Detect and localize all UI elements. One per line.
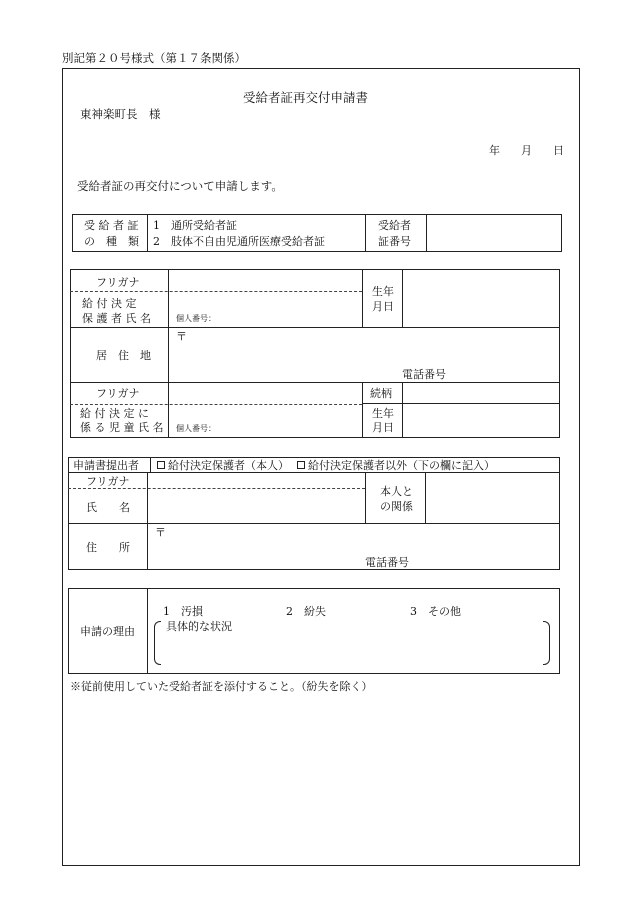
intro-text: 受給者証の再交付について申請します。 — [77, 179, 283, 193]
type-option-1[interactable]: 1 通所受給者証 — [153, 219, 237, 232]
guardian-name-label-2: 保 護 者 氏 名 — [82, 312, 151, 325]
child-birth-label-1: 生年 — [372, 407, 394, 420]
date-day: 日 — [553, 144, 564, 157]
reason-detail-field[interactable] — [162, 634, 540, 664]
child-name-label-2: 係 る 児 童 氏 名 — [80, 421, 164, 434]
submitter-relation-field[interactable] — [426, 473, 559, 522]
child-birthdate-field[interactable] — [403, 404, 559, 437]
form-title: 受給者証再交付申請書 — [243, 90, 369, 105]
form-number: 別記第２０号様式（第１７条関係） — [62, 51, 246, 65]
checkbox-icon[interactable] — [297, 461, 305, 469]
submitter-name-label: 氏 名 — [86, 501, 130, 514]
submitter-relation-label-1: 本人と — [380, 485, 413, 498]
child-relation-label: 続柄 — [370, 387, 392, 400]
cert-number-label-1: 受給者 — [378, 219, 411, 232]
submitter-address-field[interactable] — [148, 524, 559, 569]
submitter-header-label: 申請書提出者 — [73, 459, 139, 472]
submitter-other-label: 給付決定保護者以外（下の欄に記入） — [308, 459, 495, 472]
child-furigana-label: フリガナ — [96, 387, 140, 400]
child-name-label-1: 給 付 決 定 に — [80, 407, 149, 420]
guardian-postal-icon: 〒 — [176, 330, 187, 343]
guardian-address-label: 居 住 地 — [96, 349, 151, 362]
guardian-furigana-label: フリガナ — [96, 276, 140, 289]
cert-number-field[interactable] — [427, 215, 561, 251]
submitter-furigana-field[interactable] — [148, 473, 364, 487]
guardian-phone-label: 電話番号 — [402, 368, 446, 381]
submitter-address-label: 住 所 — [86, 541, 130, 554]
guardian-address-field[interactable] — [169, 328, 559, 381]
bracket-left-icon — [154, 621, 161, 665]
reason-option-soiled[interactable]: 1 汚損 — [163, 605, 203, 618]
submitter-postal-icon: 〒 — [155, 526, 166, 539]
addressee: 東神楽町長 様 — [80, 107, 161, 121]
cert-number-label-2: 証番号 — [378, 235, 411, 248]
checkbox-icon[interactable] — [157, 461, 165, 469]
type-option-2[interactable]: 2 肢体不自由児通所医療受給者証 — [153, 235, 325, 248]
reason-option-lost[interactable]: 2 紛失 — [286, 605, 326, 618]
submitter-furigana-label: フリガナ — [86, 475, 130, 488]
footnote: ※従前使用していた受給者証を添付すること。（紛失を除く） — [70, 680, 373, 693]
submitter-self-label: 給付決定保護者（本人） — [168, 459, 289, 472]
guardian-furigana-field[interactable] — [169, 270, 361, 290]
submitter-relation-label-2: の関係 — [380, 500, 413, 513]
child-birth-label-2: 月日 — [372, 421, 394, 434]
guardian-name-label-1: 給 付 決 定 — [82, 297, 137, 310]
guardian-birth-label-2: 月日 — [372, 300, 394, 313]
reason-option-other[interactable]: 3 その他 — [410, 605, 461, 618]
reason-label: 申請の理由 — [80, 625, 135, 638]
type-label-1: 受 給 者 証 — [84, 219, 139, 232]
child-personal-number: 個人番号： — [176, 424, 216, 433]
reason-detail-label: 具体的な状況 — [166, 620, 232, 633]
date-month: 月 — [521, 144, 532, 157]
submitter-phone-label: 電話番号 — [365, 556, 409, 569]
submitter-name-field[interactable] — [148, 490, 364, 522]
guardian-personal-number: 個人番号： — [176, 314, 216, 323]
date-year: 年 — [489, 144, 500, 157]
type-label-2: の 種 類 — [84, 235, 139, 248]
guardian-birthdate-field[interactable] — [403, 270, 559, 326]
guardian-birth-label-1: 生年 — [372, 285, 394, 298]
bracket-right-icon — [543, 621, 550, 665]
child-relation-field[interactable] — [403, 383, 559, 402]
child-furigana-field[interactable] — [169, 383, 361, 403]
